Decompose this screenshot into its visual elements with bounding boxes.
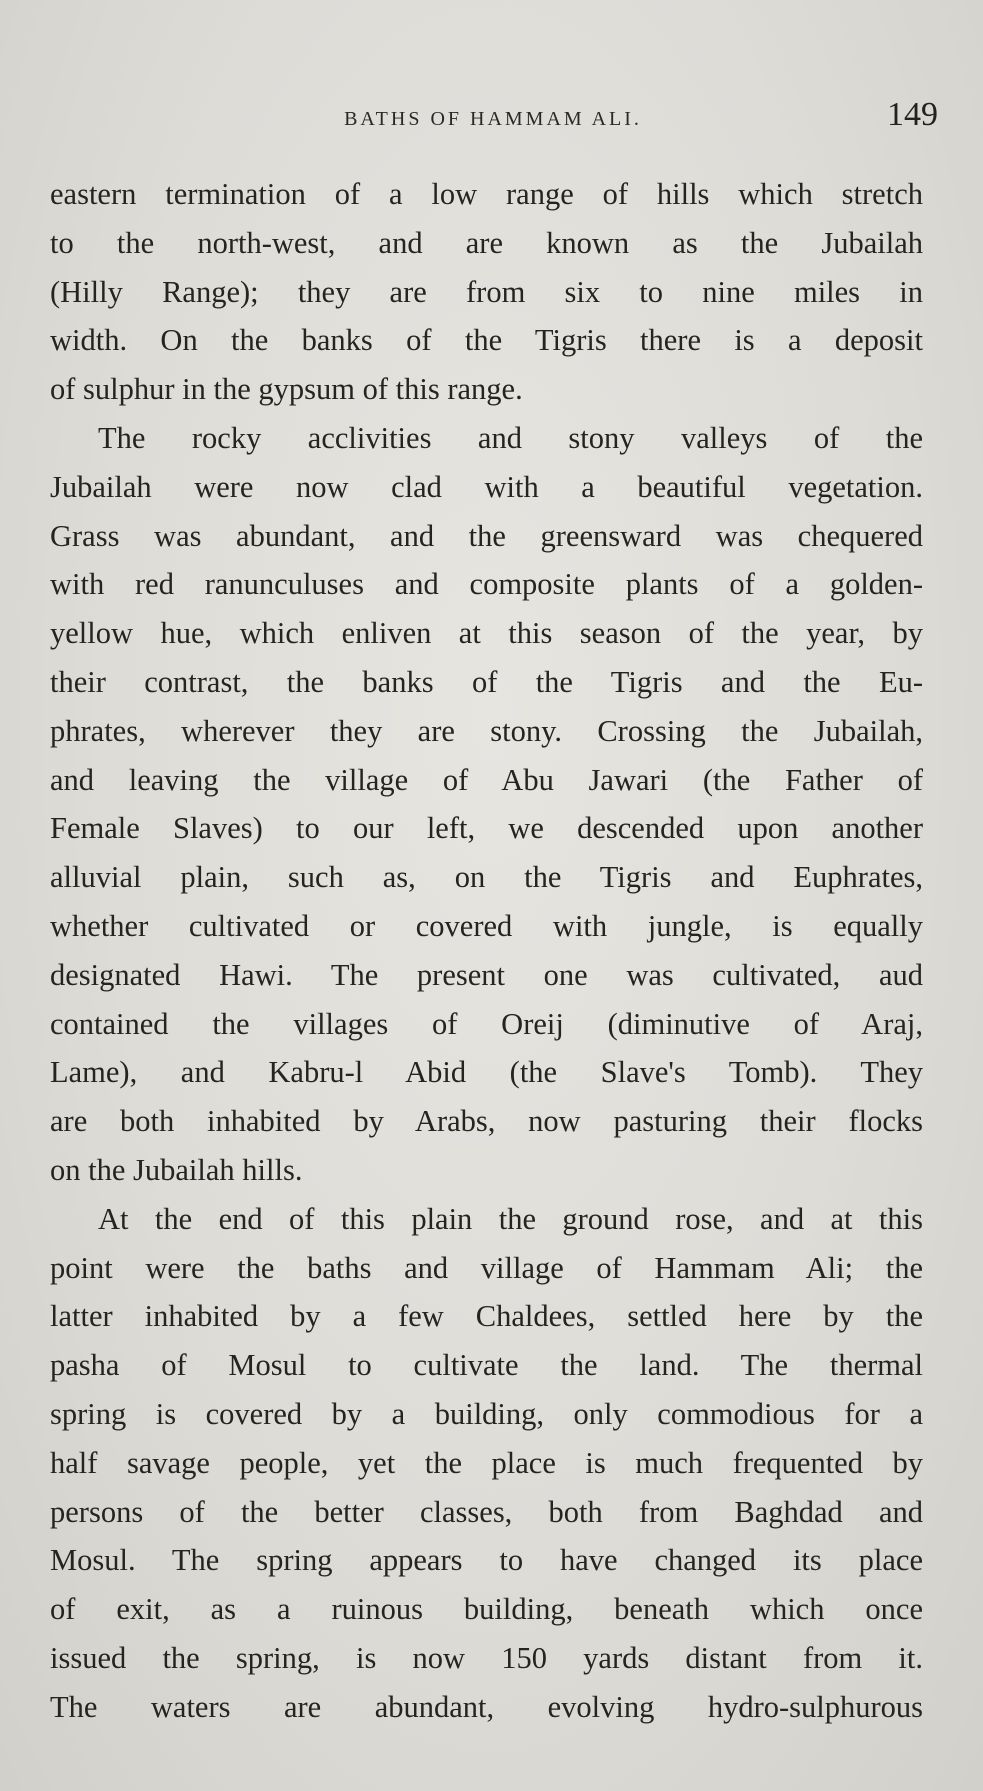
text-line: point were the baths and village of Hammam Ali; the bbox=[50, 1250, 923, 1285]
text-line: half savage people, yet the place is much frequented by bbox=[50, 1445, 923, 1480]
text-line: of sulphur in the gypsum of this range. bbox=[50, 372, 523, 407]
text-line: At the end of this plain the ground rose, and at this bbox=[98, 1201, 923, 1236]
text-line: are both inhabited by Arabs, now pasturing their flocks bbox=[50, 1104, 923, 1139]
text-line: Grass was abundant, and the greensward was chequered bbox=[50, 518, 923, 553]
body-text bbox=[50, 170, 923, 1732]
text-line: Mosul. The spring appears to have changed its place bbox=[50, 1543, 923, 1578]
text-line: with red ranunculuses and composite plants of a golden- bbox=[50, 567, 923, 602]
text-line: phrates, wherever they are stony. Crossing the Jubailah, bbox=[50, 713, 923, 748]
text-line: Female Slaves) to our left, we descended upon another bbox=[50, 811, 923, 846]
text-line: whether cultivated or covered with jungle, is equally bbox=[50, 908, 923, 943]
text-line: yellow hue, which enliven at this season of the year, by bbox=[50, 616, 923, 651]
text-line: issued the spring, is now 150 yards distant from it. bbox=[50, 1640, 923, 1675]
text-line: The waters are abundant, evolving hydro-sulphurous bbox=[50, 1689, 923, 1724]
page-number: 149 bbox=[887, 96, 938, 133]
text-line: Lame), and Kabru-l Abid (the Slave's Tomb). They bbox=[50, 1055, 923, 1090]
text-line: designated Hawi. The present one was cultivated, aud bbox=[50, 957, 923, 992]
text-line: on the Jubailah hills. bbox=[50, 1152, 303, 1187]
text-line: spring is covered by a building, only commodious for a bbox=[50, 1396, 923, 1431]
text-line: latter inhabited by a few Chaldees, settled here by the bbox=[50, 1299, 923, 1334]
running-title: BATHS OF HAMMAM ALI. bbox=[344, 108, 642, 130]
text-line: of exit, as a ruinous building, beneath which once bbox=[50, 1592, 923, 1627]
text-line: alluvial plain, such as, on the Tigris and Euphrates, bbox=[50, 860, 923, 895]
text-line: The rocky acclivities and stony valleys of the bbox=[98, 420, 923, 455]
text-line: to the north-west, and are known as the Jubailah bbox=[50, 225, 923, 260]
text-line: width. On the banks of the Tigris there is a deposit bbox=[50, 323, 923, 358]
text-line: (Hilly Range); they are from six to nine miles in bbox=[50, 274, 923, 309]
text-line: contained the villages of Oreij (diminutive of Araj, bbox=[50, 1006, 923, 1041]
page-header bbox=[48, 96, 938, 146]
text-line: their contrast, the banks of the Tigris and the Eu- bbox=[50, 664, 923, 699]
text-line: and leaving the village of Abu Jawari (the Father of bbox=[50, 762, 923, 797]
text-line: persons of the better classes, both from Baghdad and bbox=[50, 1494, 923, 1529]
text-line: Jubailah were now clad with a beautiful vegetation. bbox=[50, 469, 923, 504]
text-line: pasha of Mosul to cultivate the land. The thermal bbox=[50, 1348, 923, 1383]
text-line: eastern termination of a low range of hills which stretch bbox=[50, 177, 923, 211]
